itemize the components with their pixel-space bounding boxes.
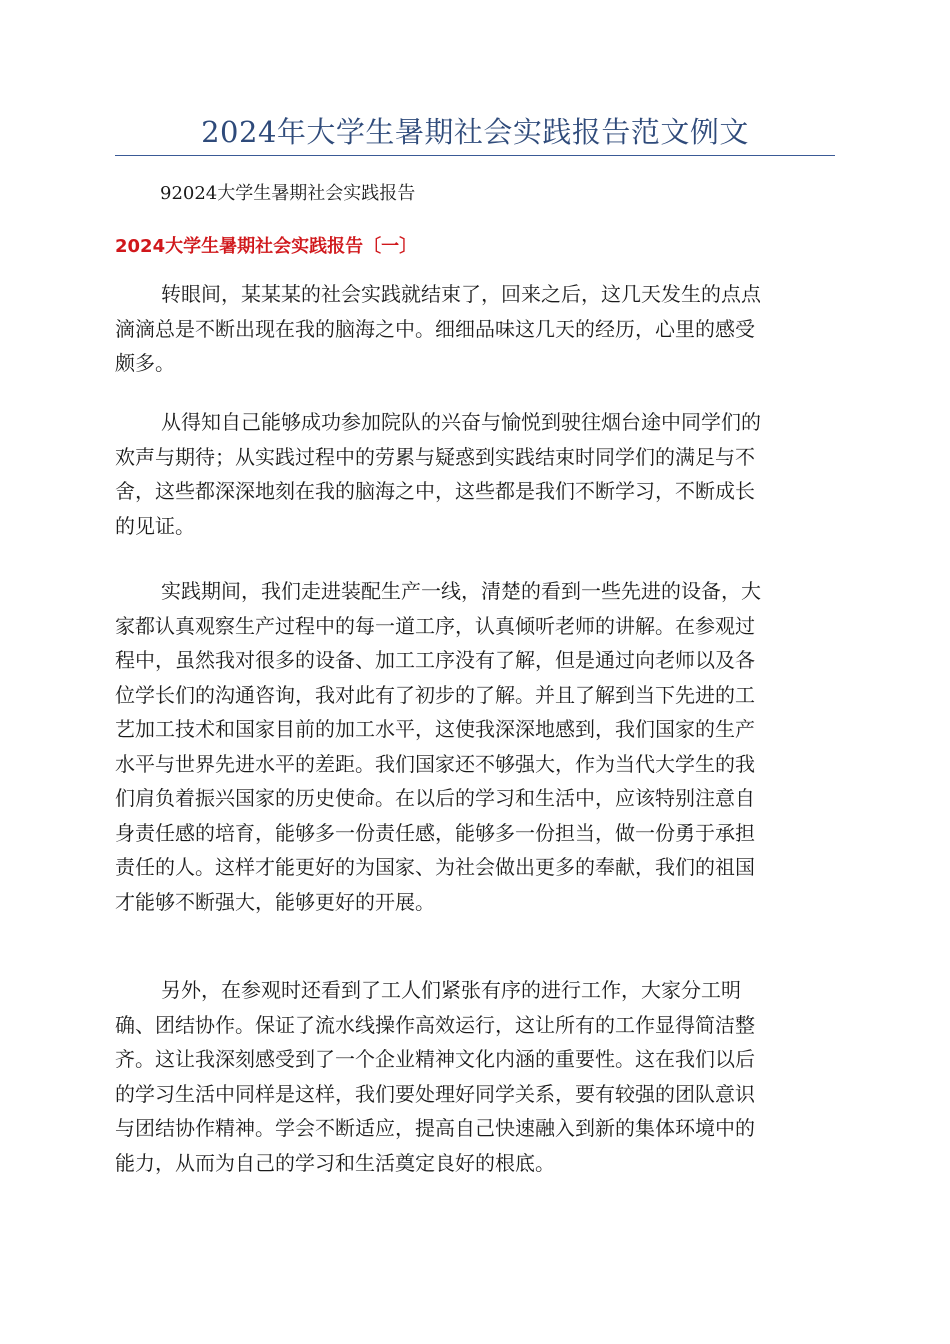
- paragraph-line: 才能够不断强大，能够更好的开展。: [115, 889, 435, 914]
- paragraph-4: [115, 973, 833, 1180]
- paragraph-line: 欢声与期待；从实践过程中的劳累与疑惑到实践结束时同学们的满足与不: [115, 444, 755, 469]
- paragraph-line: 程中，虽然我对很多的设备、加工工序没有了解，但是通过向老师以及各: [115, 648, 755, 672]
- paragraph-line: 们肩负着振兴国家的历史使命。在以后的学习和生活中，应该特别注意自: [115, 786, 755, 810]
- paragraph-line: 位学长们的沟通咨询，我对此有了初步的了解。并且了解到当下先进的工: [115, 682, 755, 707]
- paragraph-line: 确、团结协作。保证了流水线操作高效运行，这让所有的工作显得简洁整: [115, 1012, 755, 1037]
- paragraph-line: 身责任感的培育，能够多一份责任感，能够多一份担当，做一份勇于承担: [115, 820, 755, 845]
- paragraph-line: 能力，从而为自己的学习和生活奠定良好的根底。: [115, 1150, 555, 1175]
- paragraph-line: 水平与世界先进水平的差距。我们国家还不够强大，作为当代大学生的我: [115, 751, 755, 776]
- title-underline: [115, 155, 835, 156]
- paragraph-line: 与团结协作精神。学会不断适应，提高自己快速融入到新的集体环境中的: [115, 1116, 755, 1140]
- paragraph-2: [115, 405, 833, 543]
- paragraph-line: 滴滴总是不断出现在我的脑海之中。细细品味这几天的经历，心里的感受: [115, 316, 755, 341]
- paragraph-line: 另外，在参观时还看到了工人们紧张有序的进行工作，大家分工明: [161, 978, 741, 1002]
- paragraph-line: 齐。这让我深刻感受到了一个企业精神文化内涵的重要性。这在我们以后: [115, 1047, 755, 1071]
- paragraph-line: 的学习生活中同样是这样，我们要处理好同学关系，要有较强的团队意识: [115, 1081, 755, 1106]
- paragraph-line: 转眼间，某某某的社会实践就结束了，回来之后，这几天发生的点点: [161, 282, 761, 306]
- paragraph-line: 艺加工技术和国家目前的加工水平，这使我深深地感到，我们国家的生产: [115, 717, 755, 741]
- paragraph-line: 从得知自己能够成功参加院队的兴奋与愉悦到驶往烟台途中同学们的: [161, 410, 761, 434]
- document-subtitle: 92024大学生暑期社会实践报告: [160, 183, 416, 204]
- paragraph-1: [115, 277, 833, 381]
- paragraph-line: 舍，这些都深深地刻在我的脑海之中，这些都是我们不断学习，不断成长: [115, 479, 755, 503]
- section-heading: 2024大学生暑期社会实践报告〔一〕: [115, 236, 418, 257]
- paragraph-line: 颇多。: [115, 351, 175, 375]
- paragraph-line: 责任的人。这样才能更好的为国家、为社会做出更多的奉献，我们的祖国: [115, 855, 755, 879]
- paragraph-line: 实践期间，我们走进装配生产一线，清楚的看到一些先进的设备，大: [161, 579, 761, 603]
- document-title: 2024年大学生暑期社会实践报告范文例文: [201, 115, 749, 149]
- paragraph-3: [115, 574, 833, 919]
- paragraph-line: 的见证。: [115, 513, 195, 538]
- paragraph-line: 家都认真观察生产过程中的每一道工序，认真倾听老师的讲解。在参观过: [115, 613, 755, 638]
